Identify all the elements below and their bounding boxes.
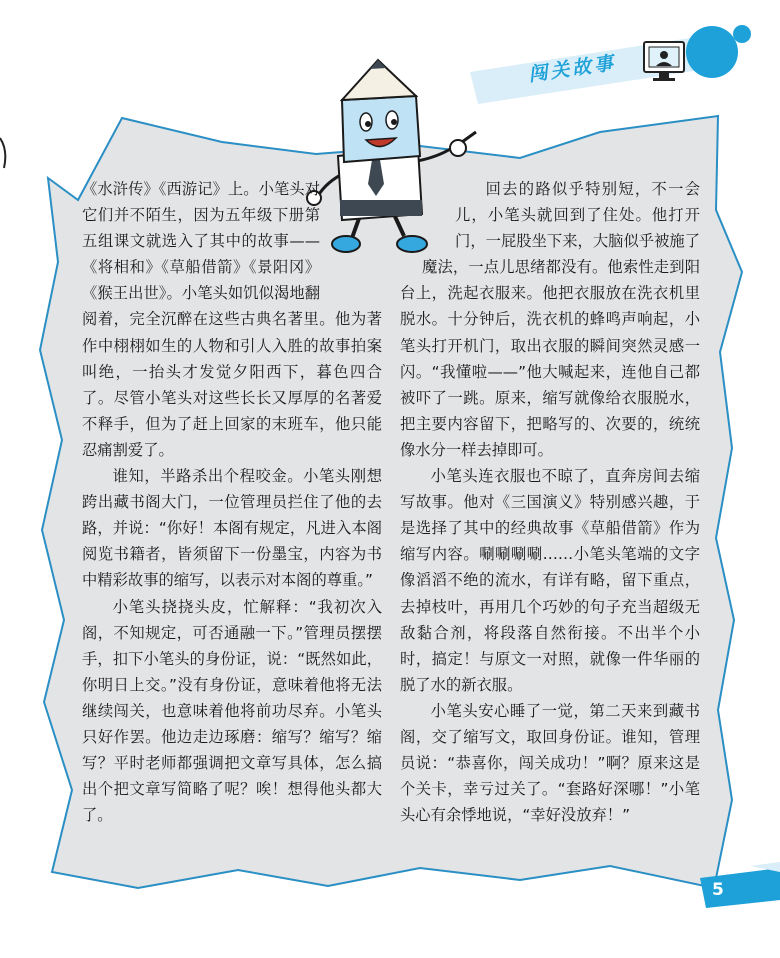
page-number: 5: [712, 880, 724, 900]
header-dot: [733, 25, 751, 43]
right-paragraph-3: 小笔头安心睡了一觉，第二天来到藏书阁，交了缩写文，取回身份证。谁知，管理员说：“恭喜你，闯关成功！”啊？原来这是个关卡，幸亏过关了。“套路好深哪！”小笔头心有余悸地说，“幸好没放弃！”: [400, 701, 700, 825]
right-paragraph-1: 回去的路似乎特别短，不一会儿，小笔头就回到了住处。他打开门，一屁股坐下来，大脑似乎被施了魔法，一点儿思绪都没有。他索性走到阳台上，洗起衣服来。他把衣服放在洗衣机里脱水。十分钟后，洗衣机的蜂鸣声响起，小笔头打开机门，取出衣服的瞬间突然灵感一闪。“我懂啦——”他大喊起来，连他自己都被吓了一跳。原来，缩写就像给衣服脱水，把主要内容留下，把略写的、次要的，统统像水分一样去掉即可。: [400, 180, 700, 459]
mascot-wrap-space: [320, 176, 382, 306]
right-text-column: [400, 176, 700, 828]
left-text-column: [82, 176, 382, 828]
edge-decoration: [0, 138, 5, 168]
right-paragraph-2: 小笔头连衣服也不晾了，直奔房间去缩写故事。他对《三国演义》特别感兴趣，于是选择了其中的经典故事《草船借箭》作为缩写内容。唰唰唰唰……小笔头笔端的文字像滔滔不绝的流水，有详有略，留下重点，去掉枝叶，再用几个巧妙的句子充当超级无敌黏合剂，将段落自然衔接。不出半个小时，搞定！与原文一对照，就像一件华丽的脱了水的新衣服。: [400, 467, 700, 694]
section-title: 闯关故事: [527, 51, 618, 87]
mascot-wrap-space: [400, 254, 422, 280]
left-paragraph-2: 谁知，半路杀出个程咬金。小笔头刚想跨出藏书阁大门，一位管理员拦住了他的去路，并说：“你好！本阁有规定，凡进入本阁阅览书籍者，皆须留下一份墨宝，内容为书中精彩故事的缩写，以表示对本阁的尊重。”: [82, 467, 382, 590]
mascot-wrap-space: [400, 176, 455, 254]
header-circle: [686, 26, 738, 78]
left-paragraph-3: 小笔头挠挠头皮，忙解释：“我初次入阁，不知规定，可否通融一下。”管理员摆摆手，扣下小笔头的身份证，说：“既然如此，你明日上交。”没有身份证，意味着他将无法继续闯关，也意味着他将前功尽弃。小笔头只好作罢。他边走边琢磨：缩写？缩写？缩写？平时老师都强调把文章写具体，怎么搞出个把文章写简略了呢？唉！想得他头都大了。: [82, 597, 382, 825]
left-paragraph-1: 《水浒传》《西游记》上。小笔头对它们并不陌生，因为五年级下册第五组课文就选入了其中的故事——《将相和》《草船借箭》《景阳冈》《猴王出世》。小笔头如饥似渴地翻阅着，完全沉醉在这些古典名著里。他为著作中栩栩如生的人物和引人入胜的故事拍案叫绝，一抬头才发觉夕阳西下，暮色四合了。尽管小笔头对这些长长又厚厚的名著爱不释手，但为了赶上回家的末班车，他只能忍痛割爱了。: [82, 180, 382, 459]
